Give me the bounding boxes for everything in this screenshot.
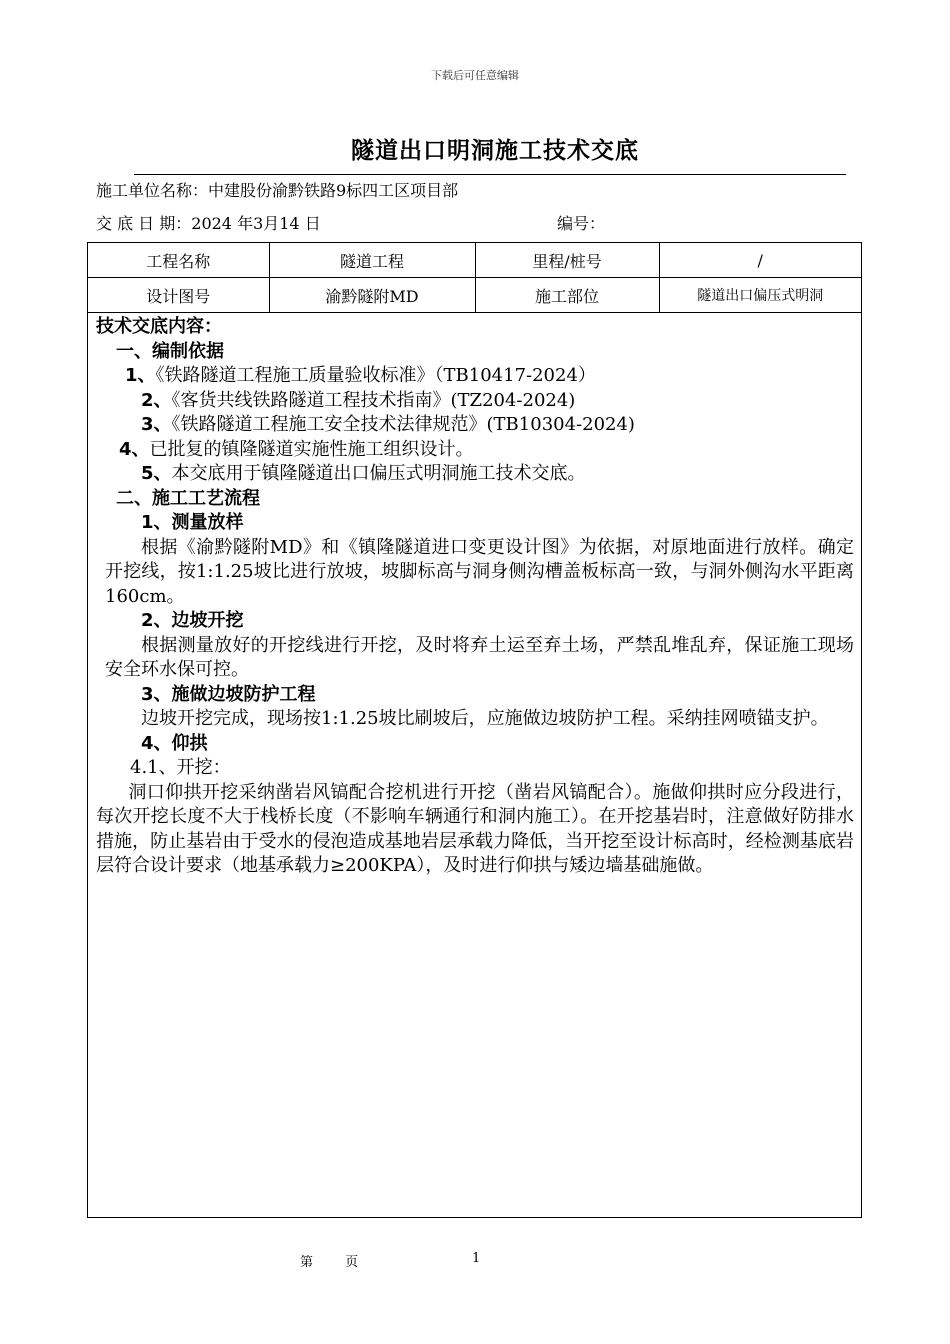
document-number: 编号： <box>557 214 606 233</box>
label-project-name: 工程名称 <box>88 243 269 278</box>
basis-item-text: 本交底用于镇隆隧道出口偏压式明洞施工技术交底。 <box>171 463 586 484</box>
basis-item <box>96 389 854 414</box>
step-text: 洞口仰拱开挖采纳凿岩风镐配合挖机进行开挖（凿岩风镐配合）。施做仰拱时应分段进行，每次开挖长度不大于栈桥长度（不影响车辆通行和洞内施工）。在开挖基岩时，注意做好防排水措施，防止基岩由于受水的侵泡造成基地岩层承载力降低，当开挖至设计标高时，经检测基底岩层符合设计要求（地基承载力≥200KPA），及时进行仰拱与矮边墙基础施做。 <box>96 781 854 876</box>
basis-item-text: 《铁路隧道工程施工质量验收标准》（TB10417-2024） <box>155 365 596 386</box>
basis-item-text: 《客货共线铁路隧道工程技术指南》(TZ204-2024) <box>171 389 576 411</box>
basis-item <box>96 364 854 389</box>
table-row <box>88 278 861 313</box>
step-text: 根据测量放好的开挖线进行开挖，及时将弃土运至弃土场，严禁乱堆乱弃，保证施工现场安全环水保可控。 <box>105 634 854 680</box>
basis-item-number: 3、 <box>141 414 172 435</box>
title-underline <box>134 174 846 175</box>
table-row <box>88 243 861 278</box>
step-title: 1、测量放样 <box>141 512 244 533</box>
value-location: 隧道出口偏压式明洞 <box>659 278 861 313</box>
section-heading-process: 二、施工工艺流程 <box>116 487 260 509</box>
basis-item-number: 4、 <box>119 438 150 460</box>
document-frame <box>87 242 862 1218</box>
step-title: 3、施做边坡防护工程 <box>141 683 316 705</box>
document-title: 隧道出口明洞施工技术交底 <box>351 138 639 164</box>
basis-item <box>96 462 854 487</box>
value-project-name: 隧道工程 <box>269 243 475 278</box>
section-heading-basis: 一、编制依据 <box>116 340 224 362</box>
step-title: 4、仰拱 <box>141 732 208 754</box>
basis-item-text: 已批复的镇隆隧道实施性施工组织设计。 <box>149 438 474 460</box>
content-heading: 技术交底内容： <box>96 316 222 337</box>
watermark-text: 下载后可任意编辑 <box>431 69 519 82</box>
construction-unit: 施工单位名称：中建股份渝黔铁路9标四工区项目部 <box>96 181 459 200</box>
label-mileage: 里程/桩号 <box>475 243 659 278</box>
page-label: 第 页 <box>300 1255 373 1270</box>
step-subtitle: 4.1、开挖： <box>130 757 231 778</box>
step-title: 2、边坡开挖 <box>141 610 244 631</box>
handover-date: 交 底 日 期：2024 年3月14 日 <box>96 214 321 233</box>
info-table <box>88 243 861 313</box>
basis-item-text: 《铁路隧道工程施工安全技术法律规范》(TB10304-2024) <box>171 414 635 435</box>
value-mileage: / <box>659 243 861 278</box>
step-text: 根据《渝黔隧附MD》和《镇隆隧道进口变更设计图》为依据，对原地面进行放样。确定开挖线，按1:1.25坡比进行放坡，坡脚标高与洞身侧沟槽盖板标高一致，与洞外侧沟水平距离160cm。 <box>105 536 854 607</box>
handover-content <box>96 315 854 879</box>
value-drawing-no: 渝黔隧附MD <box>269 278 475 313</box>
basis-item-number: 1、 <box>125 365 156 386</box>
basis-item-number: 5、 <box>141 463 172 484</box>
label-drawing-no: 设计图号 <box>88 278 269 313</box>
basis-item <box>96 438 854 463</box>
step-text: 边坡开挖完成，现场按1:1.25坡比刷坡后，应施做边坡防护工程。采纳挂网喷锚支护。 <box>141 708 829 729</box>
basis-item <box>96 413 854 438</box>
page-number: 1 <box>472 1251 481 1266</box>
label-location: 施工部位 <box>475 278 659 313</box>
basis-item-number: 2、 <box>141 389 172 411</box>
